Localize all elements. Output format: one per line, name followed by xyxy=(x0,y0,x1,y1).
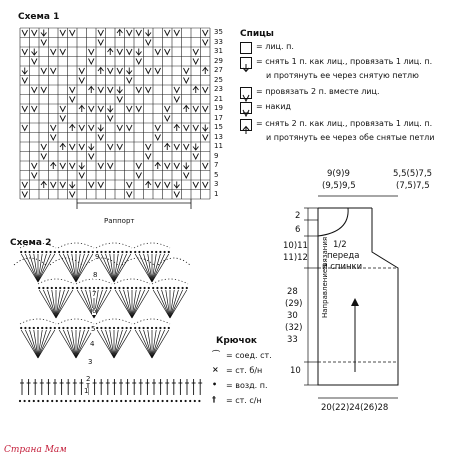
dagger-icon: † xyxy=(212,395,216,404)
row-number: 9 xyxy=(214,151,219,160)
knitting-legend-text: = снять 1 п. как лиц., провязать 1 лиц. п. xyxy=(256,57,433,66)
repeat-label: Раппорт xyxy=(104,217,135,225)
left-measure-10-11: 10)11 xyxy=(283,241,308,251)
row-number: 1 xyxy=(84,387,89,395)
scheme1-title: Схема 1 xyxy=(18,12,60,22)
row-number: 1 xyxy=(214,189,219,198)
left-measure-30: 30 xyxy=(287,311,298,321)
row-number: 21 xyxy=(214,94,223,103)
left-measure-32: (32) xyxy=(285,323,303,333)
row-number: 25 xyxy=(214,75,223,84)
left-measure-28: 28 xyxy=(287,287,298,297)
knitting-legend-text: = провязать 2 п. вместе лиц. xyxy=(256,87,380,96)
crochet-legend-text: = ст. б/н xyxy=(226,366,263,375)
row-number: 33 xyxy=(214,37,223,46)
row-number: 8 xyxy=(93,271,98,279)
scheme2-title: Схема 2 xyxy=(10,238,52,248)
row-number: 15 xyxy=(214,123,223,131)
row-number: 9 xyxy=(95,253,100,261)
dot-icon: • xyxy=(212,380,218,389)
left-measure-2: 2 xyxy=(295,211,301,221)
knitting-direction-label: Направление вязания xyxy=(321,236,329,318)
row-number: 3 xyxy=(88,358,93,366)
top-left-measure-2: (9,5)9,5 xyxy=(322,181,356,191)
row-number: 6 xyxy=(92,307,97,315)
garment-outline xyxy=(318,208,398,385)
left-measure-33: 33 xyxy=(287,335,298,345)
piece-label-back: и спинки xyxy=(322,262,363,272)
row-number: 7 xyxy=(92,290,97,298)
row-number: 2 xyxy=(86,375,91,383)
crochet-legend-text: = возд. п. xyxy=(226,381,268,390)
knitting-legend-text: = лиц. п. xyxy=(256,42,294,51)
left-measure-6: 6 xyxy=(295,225,301,235)
top-left-measure: 9(9)9 xyxy=(327,169,350,179)
piece-label-front: переда xyxy=(327,251,360,261)
knitting-legend-text: и протянуть ее через обе снятые петли xyxy=(266,133,435,142)
row-number: 11 xyxy=(214,142,223,150)
left-measure-10: 10 xyxy=(290,366,301,376)
row-number: 5 xyxy=(214,170,219,179)
x-mark-icon: × xyxy=(212,365,219,374)
arc-icon: ⌒ xyxy=(212,350,220,359)
bottom-measure: 20(22)24(26)28 xyxy=(321,403,389,413)
watermark-logo: Страна Мам xyxy=(4,445,67,455)
row-number: 4 xyxy=(90,340,95,348)
row-number: 7 xyxy=(214,161,219,169)
piece-label-fraction: 1/2 xyxy=(333,240,347,250)
row-number: 27 xyxy=(214,66,223,74)
direction-arrowhead xyxy=(351,298,359,306)
row-number: 13 xyxy=(214,132,223,141)
knitting-legend-text: = накид xyxy=(256,102,291,111)
left-measure-29: (29) xyxy=(285,299,303,309)
left-measure-11-12: 11)12 xyxy=(283,253,308,263)
crochet-legend-text: = ст. с/н xyxy=(226,396,262,405)
neckline xyxy=(318,208,348,236)
row-number: 29 xyxy=(214,56,223,65)
row-number: 35 xyxy=(214,28,223,36)
knitting-legend-title: Спицы xyxy=(240,29,274,39)
row-number: 31 xyxy=(214,47,223,55)
row-number: 3 xyxy=(214,180,219,188)
crochet-legend-text: = соед. ст. xyxy=(226,351,272,360)
top-right-measure: 5,5(5)7,5 xyxy=(393,169,433,179)
row-number: 17 xyxy=(214,113,223,122)
knitting-legend-text: = снять 2 п. как лиц., провязать 1 лиц. п. xyxy=(256,119,433,128)
top-right-measure-2: (7,5)7,5 xyxy=(396,181,430,191)
knitting-legend-text: и протянуть ее через снятую петлю xyxy=(266,71,419,80)
row-number: 19 xyxy=(214,104,223,112)
row-number: 23 xyxy=(214,85,223,93)
row-number: 5 xyxy=(91,325,96,333)
crochet-legend-title: Крючок xyxy=(216,336,258,346)
